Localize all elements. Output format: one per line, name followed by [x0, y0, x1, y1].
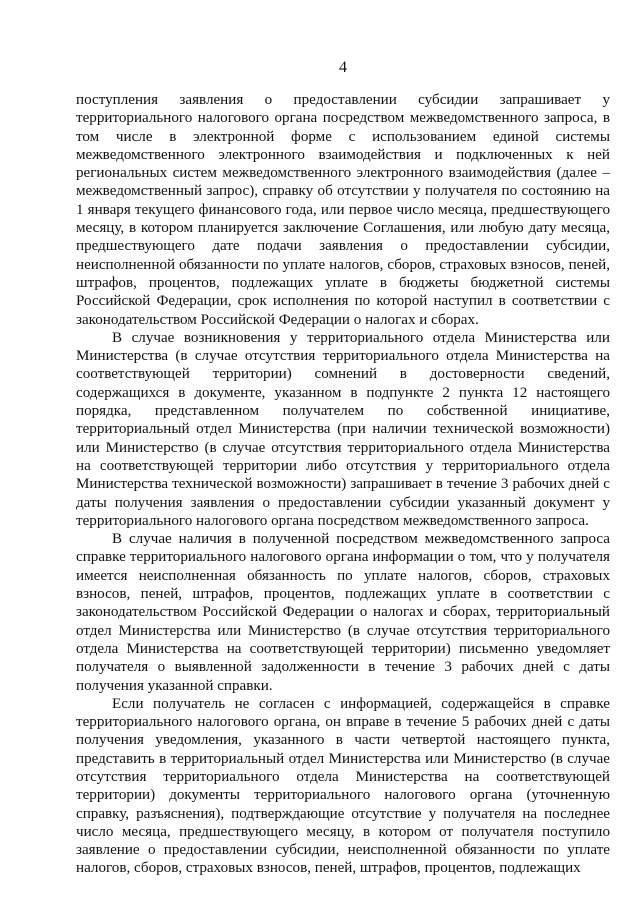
paragraph-1: поступления заявления о предоставлении субсидии запрашивает у территориального налогового органа посредством межведомственного запроса, в том числе в электронной форме с использованием единой системы межведомственного электронного взаимодействия и подключенных к ней региональных систем межведомственного электронного взаимодействия (далее – межведомственный запрос), справку об отсутствии у получателя по состоянию на 1 января текущего финансового года, или первое число месяца, предшествующего месяцу, в котором планируется заключение Соглашения, или любую дату месяца, предшествующего дате подачи заявления о предоставлении субсидии, неисполненной обязанности по уплате налогов, сборов, страховых взносов, пеней, штрафов, процентов, подлежащих уплате в бюджеты бюджетной системы Российской Федерации, срок исполнения по которой наступил в соответствии с законодательством Российской Федерации о налогах и сборах. — [76, 92, 610, 328]
paragraph-3: В случае наличия в полученной посредством межведомственного запроса справке территориального налогового органа информации о том, что у получателя имеется неисполненная обязанность по уплате налогов, сборов, страховых взносов, пеней, штрафов, процентов, подлежащих уплате в соответствии с законодательством Российской Федерации о налогах и сборах, территориальный отдел Министерства или Министерство (в случае отсутствия территориального отдела Министерства на соответствующей территории) письменно уведомляет получателя о выявленной задолженности в течение 3 рабочих дней с даты получения указанной справки. — [76, 531, 610, 694]
page-number: 4 — [339, 59, 347, 76]
paragraph-2: В случае возникновения у территориального отдела Министерства или Министерства (в случае отсутствия территориального отдела Министерства на соответствующей территории) сомнений в достоверности сведений, содержащихся в документе, указанном в подпункте 2 пункта 12 настоящего порядка, представленном получателем по собственной инициативе, территориальный отдел Министерства (при наличии технической возможности) или Министерство (в случае отсутствия территориального отдела Министерства на соответствующей территории либо отсутствия у территориального отдела Министерства технической возможности) запрашивает в течение 3 рабочих дней с даты получения заявления о предоставлении субсидии указанный документ у территориального налогового органа посредством межведомственного запроса. — [76, 329, 610, 529]
paragraph-4: Если получатель не согласен с информацией, содержащейся в справке территориального налогового органа, он вправе в течение 5 рабочих дней с даты получения уведомления, указанного в части четвертой настоящего пункта, представить в территориальный отдел Министерства или Министерство (в случае отсутствия территориального отдела Министерства на соответствующей территории) документы территориального налогового органа (уточненную справку, разъяснения), подтверждающие отсутствие у получателя на последнее число месяца, предшествующего месяцу, в котором от получателя поступило заявление о предоставлении субсидии, неисполненной обязанности по уплате налогов, сборов, страховых взносов, пеней, штрафов, процентов, подлежащих — [76, 695, 610, 877]
document-page — [76, 58, 610, 878]
